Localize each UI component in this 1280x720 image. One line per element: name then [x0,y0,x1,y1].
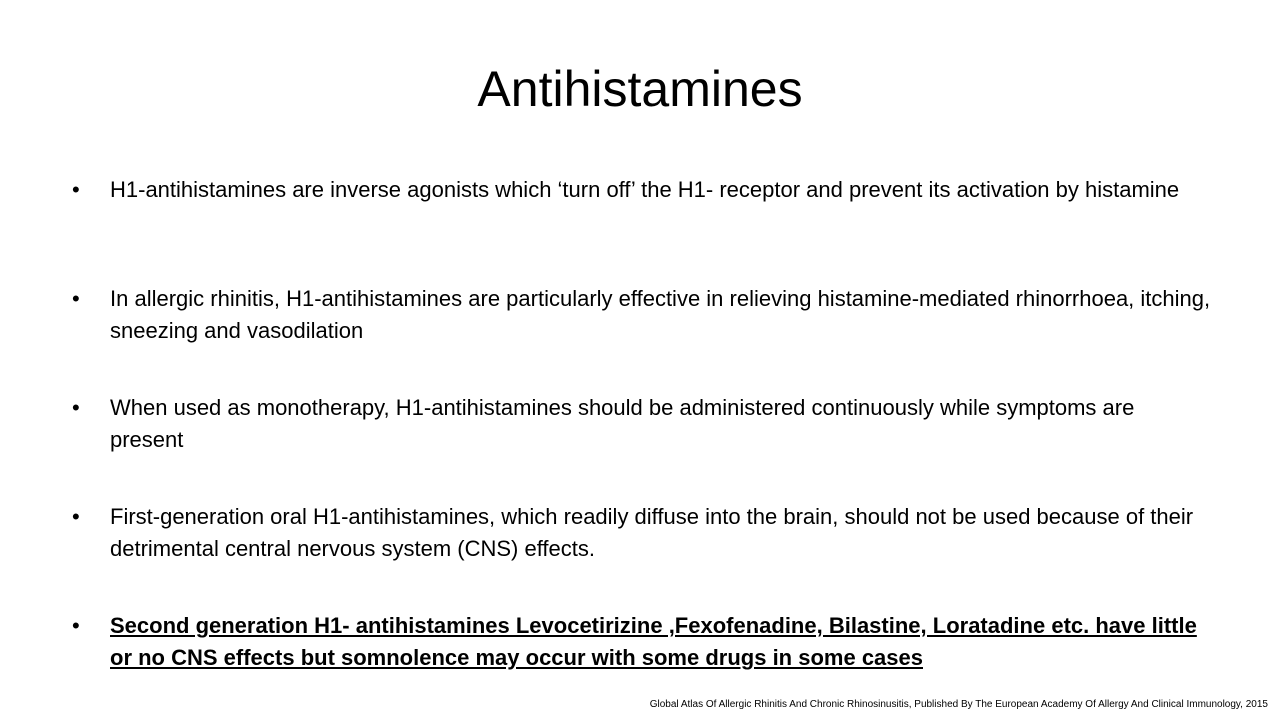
bullet-text: H1-antihistamines are inverse agonists which ‘turn off’ the H1- receptor and prevent its activation by histamine [110,177,1180,202]
bullet-marker: • [72,177,80,202]
bullet-item [72,392,1212,456]
bullet-marker: • [72,395,80,420]
bullet-text: First-generation oral H1-antihistamines, which readily diffuse into the brain, should not be used because of their detrimental central nervous system (CNS) effects. [110,504,1194,561]
bullet-text: Second generation H1- antihistamines Levocetirizine ,Fexofenadine, Bilastine, Loratadine etc. have little or no CNS effects but somnolence may occur with some drugs in some cases [110,613,1197,670]
source-citation: Global Atlas Of Allergic Rhinitis And Chronic Rhinosinusitis, Published By The European Academy Of Allergy And Clinical Immunology, 2015 [649,699,1268,710]
bullet-marker: • [72,613,80,638]
bullet-item [72,501,1212,565]
bullet-text: When used as monotherapy, H1-antihistamines should be administered continuously while symptoms are present [110,395,1135,452]
bullet-item-emphasized [72,610,1212,674]
bullet-text: In allergic rhinitis, H1-antihistamines are particularly effective in relieving histamine-mediated rhinorrhoea, itching, sneezing and vasodilation [110,286,1211,343]
bullet-marker: • [72,504,80,529]
bullet-item [72,174,1212,238]
bullet-item [72,283,1212,347]
bullet-marker: • [72,286,80,311]
bullet-list [72,174,1212,674]
slide-title: Antihistamines [477,61,803,117]
